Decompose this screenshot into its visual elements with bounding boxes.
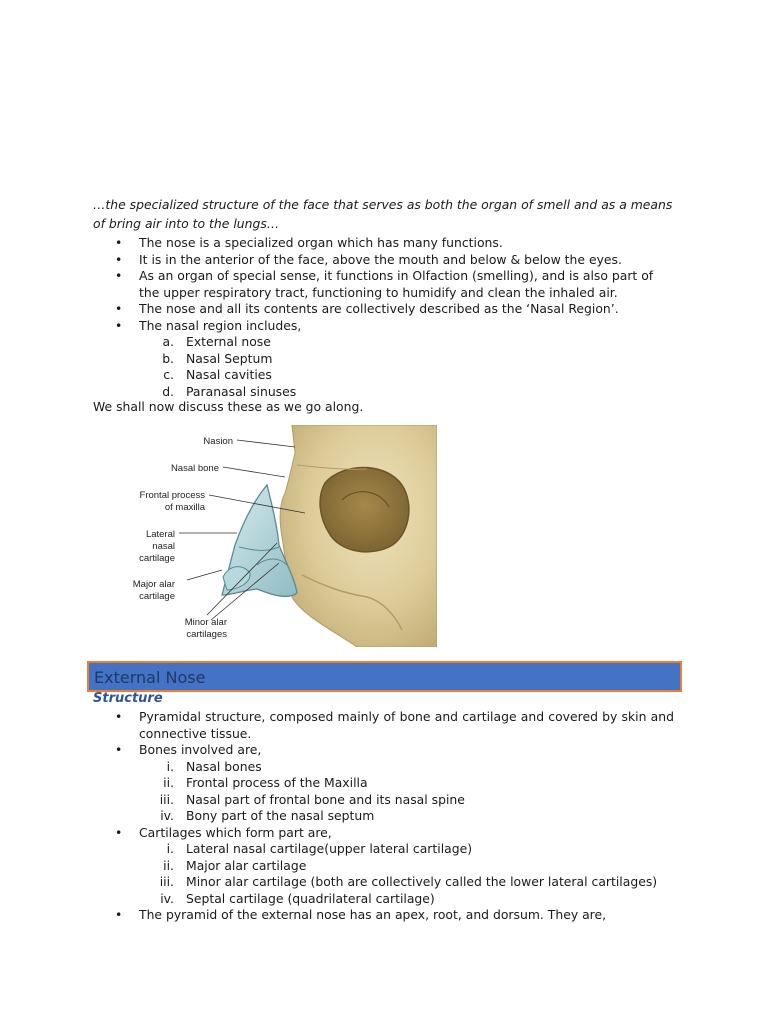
bullet-text: It is in the anterior of the face, above the mouth and below & below the eyes. bbox=[139, 251, 622, 267]
sublist-text: Nasal part of frontal bone and its nasal spine bbox=[186, 791, 465, 807]
bullet-text: The pyramid of the external nose has an apex, root, and dorsum. They are, bbox=[139, 907, 607, 922]
sublist-item bbox=[0, 367, 674, 384]
sublist-marker: iv. bbox=[160, 890, 174, 906]
sublist-marker: i. bbox=[166, 841, 174, 856]
bullet-text: The nasal region includes, bbox=[139, 317, 302, 333]
label-frontal-process: Frontal process bbox=[139, 490, 205, 501]
sublist-item bbox=[0, 334, 674, 351]
sublist-marker: iii. bbox=[159, 791, 174, 807]
label-major-alar: cartilage bbox=[139, 591, 175, 602]
list-item bbox=[0, 252, 674, 269]
sublist-item bbox=[0, 841, 674, 858]
list-item bbox=[0, 709, 674, 742]
label-minor-alar: cartilages bbox=[186, 629, 227, 640]
sublist-item bbox=[0, 808, 674, 825]
sublist-item bbox=[0, 792, 674, 809]
sublist-text: Nasal bones bbox=[186, 758, 262, 774]
nasal-region-sublist bbox=[139, 334, 674, 400]
label-lateral-cartilage: nasal bbox=[152, 541, 175, 552]
bullet-text: The nose is a specialized organ which has many functions. bbox=[139, 235, 503, 250]
sublist-text: Nasal Septum bbox=[186, 350, 273, 366]
label-minor-alar: Minor alar bbox=[184, 617, 227, 628]
list-item bbox=[0, 268, 674, 301]
sublist-item bbox=[0, 384, 674, 401]
sublist-marker: c. bbox=[163, 367, 174, 382]
bullet-text: Cartilages which form part are, bbox=[139, 824, 332, 840]
bullet-text: As an organ of special sense, it functions in Olfaction (smelling), and is also part of the upper respiratory tract, functioning to humidify and clean the inhaled air. bbox=[139, 268, 654, 300]
sublist-marker: iv. bbox=[160, 808, 174, 823]
sublist-text: Septal cartilage (quadrilateral cartilage) bbox=[186, 890, 435, 906]
list-item bbox=[0, 907, 674, 924]
sublist-marker: ii. bbox=[163, 857, 174, 873]
label-nasal-bone: Nasal bone bbox=[170, 463, 219, 474]
bullet-marker: • bbox=[115, 907, 123, 922]
section-heading: External Nose bbox=[94, 668, 206, 687]
list-item bbox=[0, 318, 674, 401]
bones-sublist bbox=[139, 759, 674, 825]
label-frontal-process: of maxilla bbox=[164, 502, 205, 513]
bullet-marker: • bbox=[115, 251, 123, 267]
label-lateral-cartilage: Lateral bbox=[145, 529, 175, 540]
skull-illustration bbox=[222, 425, 437, 647]
label-major-alar: Major alar bbox=[132, 579, 175, 590]
bullet-text: The nose and all its contents are collectively described as the ‘Nasal Region’. bbox=[139, 301, 619, 316]
sublist-text: Frontal process of the Maxilla bbox=[186, 775, 368, 790]
bullet-marker: • bbox=[115, 742, 123, 757]
bullet-marker: • bbox=[115, 317, 123, 333]
sublist-text: Minor alar cartilage (both are collectively called the lower lateral cartilages) bbox=[186, 874, 658, 889]
list-item bbox=[0, 301, 674, 318]
list-item bbox=[0, 235, 674, 252]
sublist-marker: b. bbox=[162, 350, 174, 366]
bullet-text: Pyramidal structure, composed mainly of bone and cartilage and covered by skin and connective tissue. bbox=[139, 709, 674, 741]
subheading: Structure bbox=[93, 691, 163, 706]
bullet-marker: • bbox=[115, 301, 123, 316]
cartilages-sublist bbox=[139, 841, 674, 907]
sublist-marker: i. bbox=[166, 758, 174, 774]
bullet-text: Bones involved are, bbox=[139, 742, 262, 757]
sublist-item bbox=[0, 858, 674, 875]
list-item bbox=[0, 742, 674, 825]
sublist-text: External nose bbox=[186, 334, 271, 349]
sublist-text: Bony part of the nasal septum bbox=[186, 808, 375, 823]
sublist-item bbox=[0, 759, 674, 776]
bullet-marker: • bbox=[115, 235, 123, 250]
section-heading-bar bbox=[87, 661, 682, 692]
label-lateral-cartilage: cartilage bbox=[139, 553, 175, 564]
structure-bullet-list bbox=[0, 709, 768, 924]
sublist-marker: ii. bbox=[163, 775, 174, 790]
intro-paragraph: …the specialized structure of the face that serves as both the organ of smell and as a means of bring air into to the lungs… bbox=[93, 197, 673, 231]
figure-labels bbox=[133, 436, 233, 640]
sublist-text: Lateral nasal cartilage(upper lateral cartilage) bbox=[186, 841, 473, 856]
sublist-item bbox=[0, 775, 674, 792]
label-nasion: Nasion bbox=[203, 436, 233, 447]
sublist-marker: d. bbox=[162, 383, 174, 399]
sublist-text: Nasal cavities bbox=[186, 367, 272, 382]
bullet-marker: • bbox=[115, 709, 123, 724]
sublist-text: Paranasal sinuses bbox=[186, 383, 297, 399]
closing-sentence: We shall now discuss these as we go along. bbox=[93, 399, 364, 414]
nose-anatomy-figure bbox=[127, 425, 437, 647]
list-item bbox=[0, 825, 674, 908]
sublist-marker: a. bbox=[162, 334, 174, 349]
bullet-marker: • bbox=[115, 824, 123, 840]
sublist-marker: iii. bbox=[159, 874, 174, 889]
sublist-item bbox=[0, 891, 674, 908]
intro-bullet-list bbox=[0, 235, 768, 400]
sublist-item bbox=[0, 351, 674, 368]
sublist-item bbox=[0, 874, 674, 891]
bullet-marker: • bbox=[115, 268, 123, 283]
sublist-text: Major alar cartilage bbox=[186, 857, 307, 873]
